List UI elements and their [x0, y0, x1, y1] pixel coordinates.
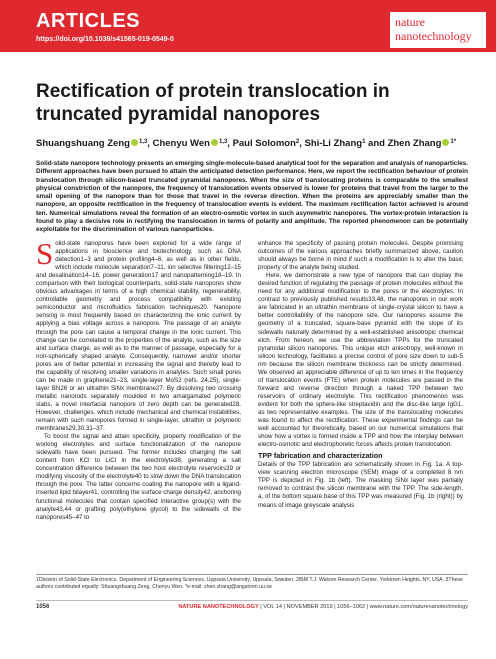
author-name[interactable]: Shuangshuang Zeng [36, 138, 130, 149]
author-affiliation: 1* [450, 139, 457, 145]
footer-journal: NATURE NANOTECHNOLOGY [178, 604, 259, 610]
footer-citation-text[interactable]: | VOL 14 | NOVEMBER 2019 | 1056–1062 | www.nature.com/naturenanotechnology [258, 604, 468, 610]
paragraph-text: olid-state nanopores have been explored for a wide range of applications in bioscience and biotechnology, such as DNA detection1–3 and protein profiling4–6, as well as in other fields, which include molecule separation7–11, ion selective filtering12–15 and desalination14–16, power generation17 and nanopatterning18–19. In comparison with their biological counterparts, solid-state nanopores show obvious advantages in terms of a high chemical stability, regenerability, controllable geometry and process compatibility with existing semiconductor and microfluidics fabrication techniques20. Nanopore sensing is most frequently based on characterizing the ionic current by applying a bias voltage across a nanopore. The passage of an analyte through the pore can cause a temporal change in the ionic current. This change can be correlated to the properties of the analyte, such as the size and surface charge, as well as to the manner of passage, especially for a non-spherically shaped analyte. Consequently, narrower and/or shorter pores are of better potential in increasing the signal and thereby lead to the capability of resolving smaller variations in analytes. Such small pores can be made in graphene21–23, single-layer MoS2 (refs. 24,25), single-layer BN26 or an ultrathin SiNx membrane27. By dissolving two crossing metallic nanorods separately moulded in two amalgamated polymeric slabs, a novel interfacial nanopore of zero depth can be generated28. However, challenges, which include mechanical and chemical instabilities, remain with such nanopores formed in single-layer, ultrathin or polymeric membranes29,30,31–37. [36, 240, 241, 433]
author-name[interactable]: Chenyu Wen [152, 138, 210, 149]
orcid-icon[interactable] [211, 139, 218, 146]
author-affiliation: 2 [295, 139, 300, 145]
section-heading: TPP fabrication and characterization [258, 451, 383, 461]
author-name[interactable]: Shi-Li Zhang [304, 138, 363, 149]
body-column-left [36, 236, 241, 522]
header-band [0, 0, 496, 52]
author-affiliation: 1 [362, 139, 366, 145]
journal-logo-line1: nature [395, 15, 425, 29]
body-paragraph: Details of the TPP fabrication are schematically shown in Fig. 1a. A top-view scanning electron microscope (SEM) image of a completed 8 nm TPP is depicted in Fig. 1b (left). The masking SiNx layer was partially removed to contrast the silicon membrane with the TPP. The side-length, a, of the bottom square base of this TPP was measured (Fig. 1b (right)) by means of image greyscale analysis [258, 461, 463, 509]
affiliations-footnote: 1Division of Solid-State Electronics, Department of Engineering Sciences, Uppsala University, Uppsala, Sweden. 2IBM T.J. Watson Research Center, Yorktown Heights, NY, USA. 3These authors contributed equally: Shuangshuang Zeng, Chenyu Wen. *e-mail: zhen.zhang@angstrom.uu.se [36, 577, 463, 590]
journal-logo [390, 12, 486, 48]
body-paragraph [36, 236, 241, 433]
footnote-divider [36, 574, 468, 575]
author-name[interactable]: Zhen Zhang [387, 138, 442, 149]
footer-citation [178, 604, 468, 610]
footer-divider [36, 600, 468, 601]
section-label: ARTICLES [36, 10, 140, 32]
author-name[interactable]: Paul Solomon [232, 138, 296, 149]
page-number: 1056 [36, 604, 50, 610]
body-column-right [258, 240, 463, 510]
body-paragraph: Here, we demonstrate a new type of nanopore that can display the desired function of regulating the passage of protein molecules without the need for any additional modification to the pores or the electrolytes. In contrast to previously published results33,48, the nanopores in our work are fabricated in an ultrathin membrane of single-crystal silicon to have a better controllability of the nanopore size. Our nanopores assume the geometry of a truncated, square-base pyramid with the slope of its sidewalls naturally determined by a well-established anisotropic chemical etch. From hereon, we use the abbreviation TPPs for the truncated pyramidal silicon nanopores. This unique etch anisotropy, well-known in silicon technology, facilitates a precise control of pore size down to sub-5 nm because the silicon membrane thickness can be strictly determined. We observed an appreciable difference of up to ten times in the frequency of translocation events (FTE) when protein molecules are passed in the forward and reverse direction through a naked TPP between two reservoirs of ordinary electrolyte. This rectification phenomenon was evident for both the sphere-like streptavidin and the disc-like large IgG1, as two representative examples. The size of the translocating molecules was found to affect the rectification. These experimental findings can be well accounted for theoretically, based on our numerical simulations that show how a vortex is formed inside a TPP and how the interplay between electro-osmotic and electrophoretic forces affects protein translocation. [258, 272, 463, 449]
article-title: Rectification of protein translocation in truncated pyramidal nanopores [36, 81, 390, 125]
abstract: Solid-state nanopore technology presents an emerging single-molecule-based analytical tool for the separation and analysis of nanoparticles. Different approaches have been pursued to attain the anticipated detection performance. Here, we report the rectification behaviour of protein translocation through silicon-based truncated pyramidal nanopores. When the size of translocating proteins is comparable to the smallest physical constriction of the nanopore, the frequency of translocation events observed is lower for proteins that travel from the larger to the small opening of the nanopore than for those that travel in the reverse direction. When the proteins are appreciably smaller than the nanopore, an opposite rectification in the frequency of translocation events is evident. The maximum rectification factor achieved is around ten. Numerical simulations reveal the formation of an electro-osmotic vortex in such asymmetric nanopores. The vortex-protein interaction is found to play a decisive role in rectifying the translocation in terms of polarity and amplitude. The reported phenomenon can be potentially exploitable for the discrimination of various nanoparticles. [36, 160, 468, 234]
body-paragraph: To boost the signal and attain specificity, property modification of the working electrolytes and surface functionalization of the nanopore sidewalls have been pursued. The former includes changing the salt content from KCl to LiCl in the electrolyte38, generating a salt concentration difference between the two host electrolyte reservoirs39 or modifying viscosity of the electrolyte40 to slow down the DNA translocation through the pore. The latter concerns coating the nanopore with a ligand-inserted lipid bilayer41, controlling the surface charge density42, anchoring functional molecules that contain specified interactive group(s) with the analyte43,44 or grafting poly(ethylene glycol) to the sidewalls of the nanopores45–47 to [36, 433, 241, 521]
body-paragraph: enhance the specificity of passing protein molecules. Despite promising outcomes of the various approaches briefly summarized above, caution should always be borne in mind if such a modification is to alter the basic property of the analyte being studied. [258, 240, 463, 272]
drop-cap: S [36, 236, 54, 271]
author-affiliation: 1,3 [218, 139, 228, 145]
orcid-icon[interactable] [131, 139, 138, 146]
orcid-icon[interactable] [442, 139, 449, 146]
author-list: Shuangshuang Zeng $^{1,3}$, Chenyu Wen $^{1,3}$, Paul Solomon$^2$, Shi-Li Zhang$^1$ and Zhen Zhang $^{1*}$ [36, 138, 457, 149]
author-affiliation: 1,3 [138, 139, 148, 145]
journal-logo-line2: nanotechnology [395, 29, 472, 43]
doi-link[interactable]: https://doi.org/10.1038/s41565-019-0549-0 [36, 36, 174, 43]
